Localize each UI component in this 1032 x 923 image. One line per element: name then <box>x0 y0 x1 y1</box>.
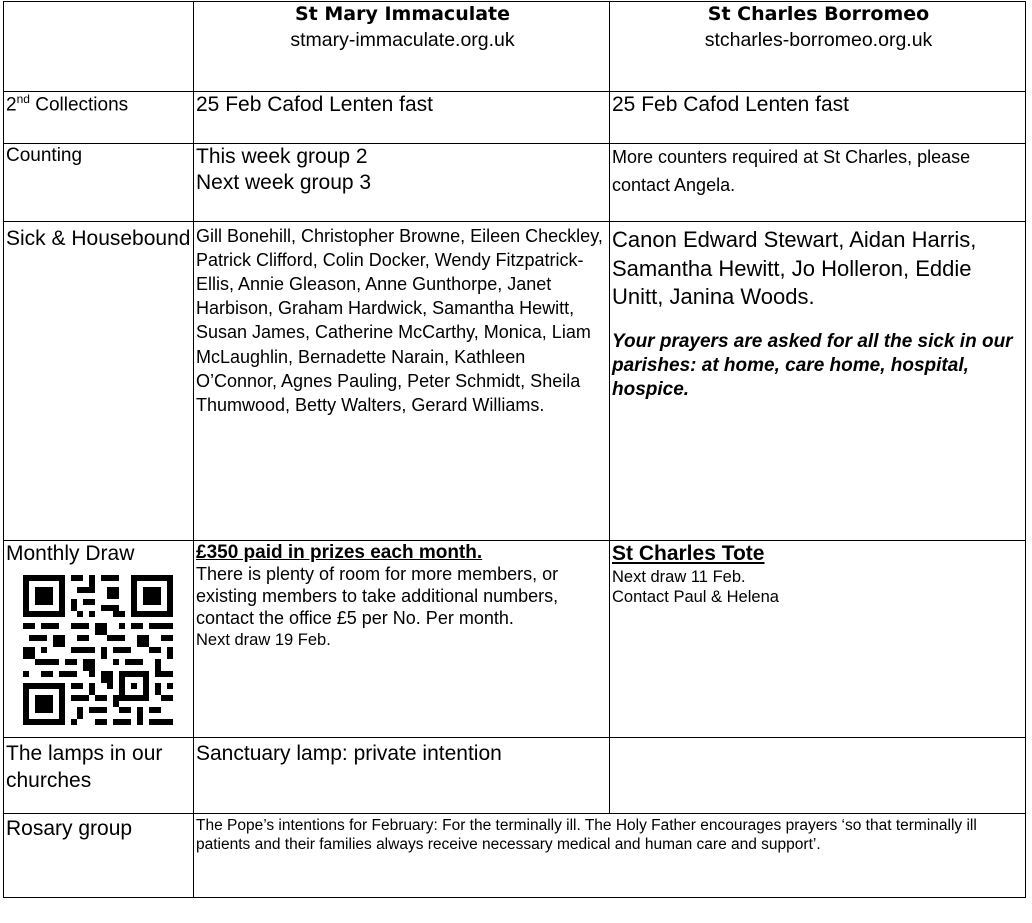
sick-label: Sick & Housebound <box>4 222 194 541</box>
tote-next-draw: Next draw 11 Feb. <box>612 567 746 586</box>
tote-contact: Contact Paul & Helena <box>612 587 779 606</box>
tote-heading: St Charles Tote <box>612 542 765 565</box>
collections-label-sup: nd <box>16 92 30 106</box>
rosary-label: Rosary group <box>4 814 194 898</box>
lamps-label: The lamps in our churches <box>4 738 194 814</box>
sick-st-charles <box>610 222 1026 541</box>
draw-st-charles <box>610 541 1026 738</box>
draw-row <box>4 541 1026 738</box>
collections-st-mary: 25 Feb Cafod Lenten fast <box>194 92 610 144</box>
collections-row <box>4 92 1026 144</box>
lamps-st-charles <box>610 738 1026 814</box>
counting-st-charles: More counters required at St Charles, please contact Angela. <box>610 144 1026 222</box>
header-empty-cell <box>4 2 194 92</box>
sick-st-charles-names: Canon Edward Stewart, Aidan Harris, Samantha Hewitt, Jo Holleron, Eddie Unitt, Janina Woods. <box>612 227 977 310</box>
draw-st-mary-next: Next draw 19 Feb. <box>196 631 331 650</box>
counting-label: Counting <box>4 144 194 222</box>
counting-st-mary <box>194 144 610 222</box>
sick-prayer-note: Your prayers are asked for all the sick in our parishes: at home, care home, hospital, hospice. <box>612 330 1013 401</box>
rosary-text: The Pope’s intentions for February: For the terminally ill. The Holy Father encourages prayers ‘so that terminally ill patients and their families always receive necessary medical and human care and support’. <box>194 814 1026 898</box>
header-st-mary <box>194 2 610 92</box>
counting-this-week: This week group 2 <box>196 145 368 168</box>
sick-row <box>4 222 1026 541</box>
st-mary-title: St Mary Immaculate <box>294 3 511 25</box>
draw-st-mary-heading: £350 paid in prizes each month. <box>196 542 483 563</box>
header-st-charles <box>610 2 1026 92</box>
collections-label-suffix: Collections <box>29 94 129 116</box>
parish-notices-table <box>3 1 1026 898</box>
st-charles-url[interactable]: stcharles-borromeo.org.uk <box>704 28 933 51</box>
lamps-row <box>4 738 1026 814</box>
st-charles-title: St Charles Borromeo <box>707 3 930 25</box>
draw-label-cell <box>4 541 194 738</box>
collections-label <box>4 92 194 144</box>
draw-st-mary-body: There is plenty of room for more members, or existing members to take additional numbers, contact the office £5 per No. Per month. <box>196 564 559 629</box>
collections-label-prefix: 2 <box>6 94 17 116</box>
st-mary-url[interactable]: stmary-immaculate.org.uk <box>290 28 515 51</box>
qr-code-icon[interactable] <box>23 575 173 725</box>
collections-st-charles: 25 Feb Cafod Lenten fast <box>610 92 1026 144</box>
rosary-row <box>4 814 1026 898</box>
lamps-st-mary: Sanctuary lamp: private intention <box>194 738 610 814</box>
counting-next-week: Next week group 3 <box>196 170 372 194</box>
sick-st-mary: Gill Bonehill, Christopher Browne, Eileen Checkley, Patrick Clifford, Colin Docker, Wendy Fitzpatrick-Ellis, Annie Gleason, Anne Gunthorpe, Janet Harbison, Graham Hardwick, Samantha Hewitt, Susan James, Catherine McCarthy, Monica, Liam McLaughlin, Bernadette Narain, Kathleen O’Connor, Agnes Pauling, Peter Schmidt, Sheila Thumwood, Betty Walters, Gerard Williams. <box>194 222 610 541</box>
draw-st-mary <box>194 541 610 738</box>
counting-row <box>4 144 1026 222</box>
draw-label: Monthly Draw <box>6 542 135 565</box>
header-row <box>4 2 1026 92</box>
